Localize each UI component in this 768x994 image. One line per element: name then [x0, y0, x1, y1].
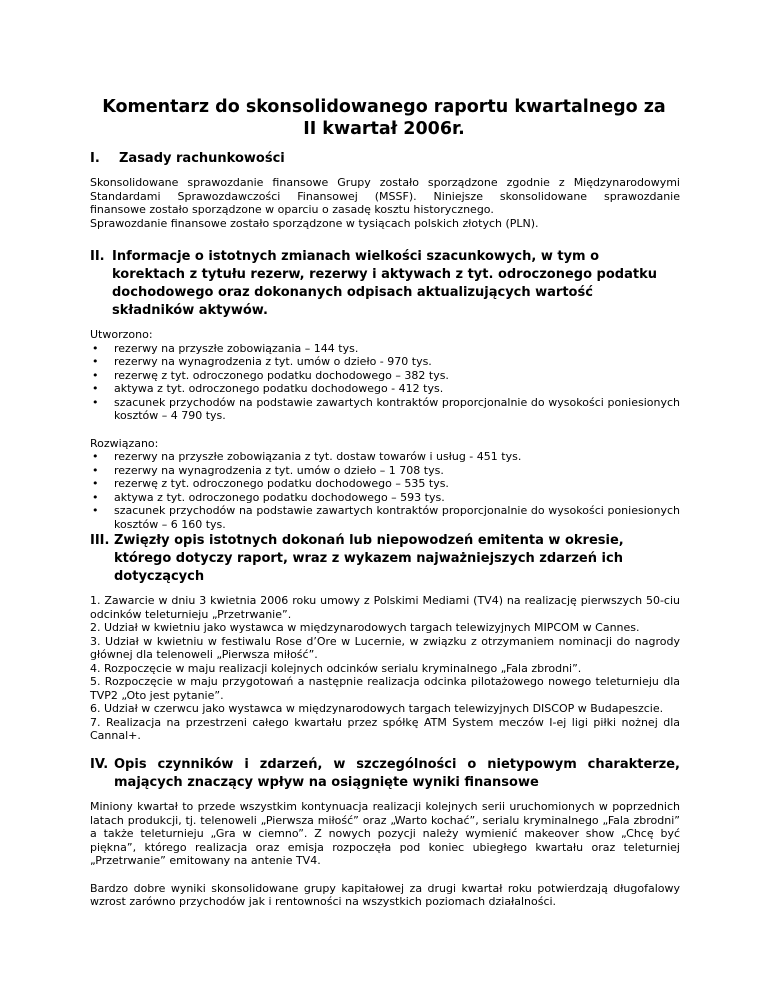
section-2-released-label: Rozwiązano: — [90, 436, 159, 450]
list-item: • rezerwę z tyt. odroczonego podatku dochodowego – 382 tys. — [90, 369, 680, 383]
section-3-list — [90, 594, 680, 743]
list-item: • aktywa z tyt. odroczonego podatku dochodowego – 593 tys. — [90, 491, 680, 505]
list-item: 7. Realizacja na przestrzeni całego kwartału przez spółkę ATM System meczów I-ej ligi piłki nożnej dla Cannal+. — [90, 715, 680, 742]
section-3-title: Zwięzły opis istotnych dokonań lub niepowodzeń emitenta w okresie, którego dotyczy raport, wraz z wykazem najważniejszych zdarzeń ich dotyczących — [114, 533, 624, 584]
list-item: • rezerwy na przyszłe zobowiązania z tyt. dostaw towarów i usług - 451 tys. — [90, 450, 680, 464]
section-2-number: II. — [90, 249, 105, 264]
list-item: • szacunek przychodów na podstawie zawartych kontraktów proporcjonalnie do wysokości poniesionych kosztów – 6 160 tys. — [90, 504, 680, 531]
section-1-line: finansowe zostało sporządzone w oparciu o zasadę kosztu historycznego. — [90, 203, 494, 216]
list-item: • aktywa z tyt. odroczonego podatku dochodowego - 412 tys. — [90, 382, 680, 396]
list-item: 4. Rozpoczęcie w maju realizacji kolejnych odcinków serialu kryminalnego „Fala zbrodni”. — [90, 661, 582, 675]
section-4-number: IV. — [90, 757, 109, 772]
list-item: 3. Udział w kwietniu w festiwalu Rose d’Ore w Lucernie, w związku z otrzymaniem nominacji do nagrody głównej dla telenoweli „Pierwsza miłość”. — [90, 634, 680, 661]
list-item: • rezerwy na przyszłe zobowiązania – 144 tys. — [90, 342, 680, 356]
list-item: • rezerwy na wynagrodzenia z tyt. umów o dzieło - 970 tys. — [90, 355, 680, 369]
section-2-heading — [90, 248, 680, 320]
section-1-line: Standardami Sprawozdawczości Finansowej (MSSF). Niniejsze skonsolidowane sprawozdanie — [90, 189, 680, 203]
list-item: • rezerwy na wynagrodzenia z tyt. umów o dzieło – 1 708 tys. — [90, 464, 680, 478]
section-3-number: III. — [90, 533, 110, 548]
section-2-created-label: Utworzono: — [90, 328, 153, 341]
section-3 — [90, 532, 680, 743]
document-title — [90, 96, 678, 140]
section-1 — [90, 150, 680, 230]
section-4-paragraph-1: Miniony kwartał to przede wszystkim kontynuacja realizacji kolejnych serii uruchomionych w poprzednich latach produkcji, tj. telenoweli „Pierwsza miłość” oraz „Warto kochać”, serialu kryminalnego „Fala zbrodni” a także teleturnieju „Gra w ciemno”. Z nowych pozycji należy wymienić makeover show „Chcę być piękna”, którego realizacja oraz emisja rozpoczęła pod koniec ubiegłego kwartału oraz teleturniej „Przetrwanie” emitowany na antenie TV4. — [90, 800, 680, 867]
list-item: 5. Rozpoczęcie w maju przygotowań a następnie realizacja odcinka pilotażowego nowego teleturnieju dla TVP2 „Oto jest pytanie”. — [90, 675, 680, 702]
section-3-heading — [90, 532, 680, 586]
section-2-title: Informacje o istotnych zmianach wielkości szacunkowych, w tym o korektach z tytułu rezerw, rezerwy i aktywach z tyt. odroczonego podatku dochodowego oraz dokonanych odpisach aktualizujących wartość składników aktywów. — [112, 249, 657, 318]
section-1-body — [90, 176, 680, 230]
list-item: 2. Udział w kwietniu jako wystawca w międzynarodowych targach telewizyjnych MIPCOM w Cannes. — [90, 621, 640, 634]
section-4 — [90, 756, 680, 909]
section-2-created-list — [90, 342, 680, 423]
section-2 — [90, 248, 680, 531]
section-1-number: I. — [90, 151, 100, 166]
section-1-line: Sprawozdanie finansowe zostało sporządzone w tysiącach polskich złotych (PLN). — [90, 216, 539, 230]
list-item: • rezerwę z tyt. odroczonego podatku dochodowego – 535 tys. — [90, 477, 680, 491]
section-1-heading — [90, 150, 680, 168]
title-line-1: Komentarz do skonsolidowanego raportu kwartalnego za — [102, 97, 666, 117]
section-4-heading — [90, 756, 680, 792]
section-2-released-list — [90, 450, 680, 531]
section-4-title: Opis czynników i zdarzeń, w szczególności o nietypowym charakterze, mających znaczący wpływ na osiągnięte wyniki finansowe — [114, 757, 680, 790]
section-1-title: Zasady rachunkowości — [119, 151, 285, 166]
list-item: 6. Udział w czerwcu jako wystawca w międzynarodowych targach telewizyjnych DISCOP w Budapeszcie. — [90, 702, 664, 715]
list-item: • szacunek przychodów na podstawie zawartych kontraktów proporcjonalnie do wysokości poniesionych kosztów – 4 790 tys. — [90, 396, 680, 423]
section-1-line: Skonsolidowane sprawozdanie finansowe Grupy zostało sporządzone zgodnie z Międzynarodowymi — [90, 176, 680, 189]
title-line-2: II kwartał 2006r. — [303, 119, 465, 139]
section-4-paragraph-2: Bardzo dobre wyniki skonsolidowane grupy kapitałowej za drugi kwartał roku potwierdzają długofalowy wzrost zarówno przychodów jak i rentowności na wszystkich poziomach działalności. — [90, 881, 680, 908]
list-item: 1. Zawarcie w dniu 3 kwietnia 2006 roku umowy z Polskimi Mediami (TV4) na realizację pierwszych 50-ciu odcinków teleturnieju „Przetrwanie”. — [90, 594, 680, 621]
